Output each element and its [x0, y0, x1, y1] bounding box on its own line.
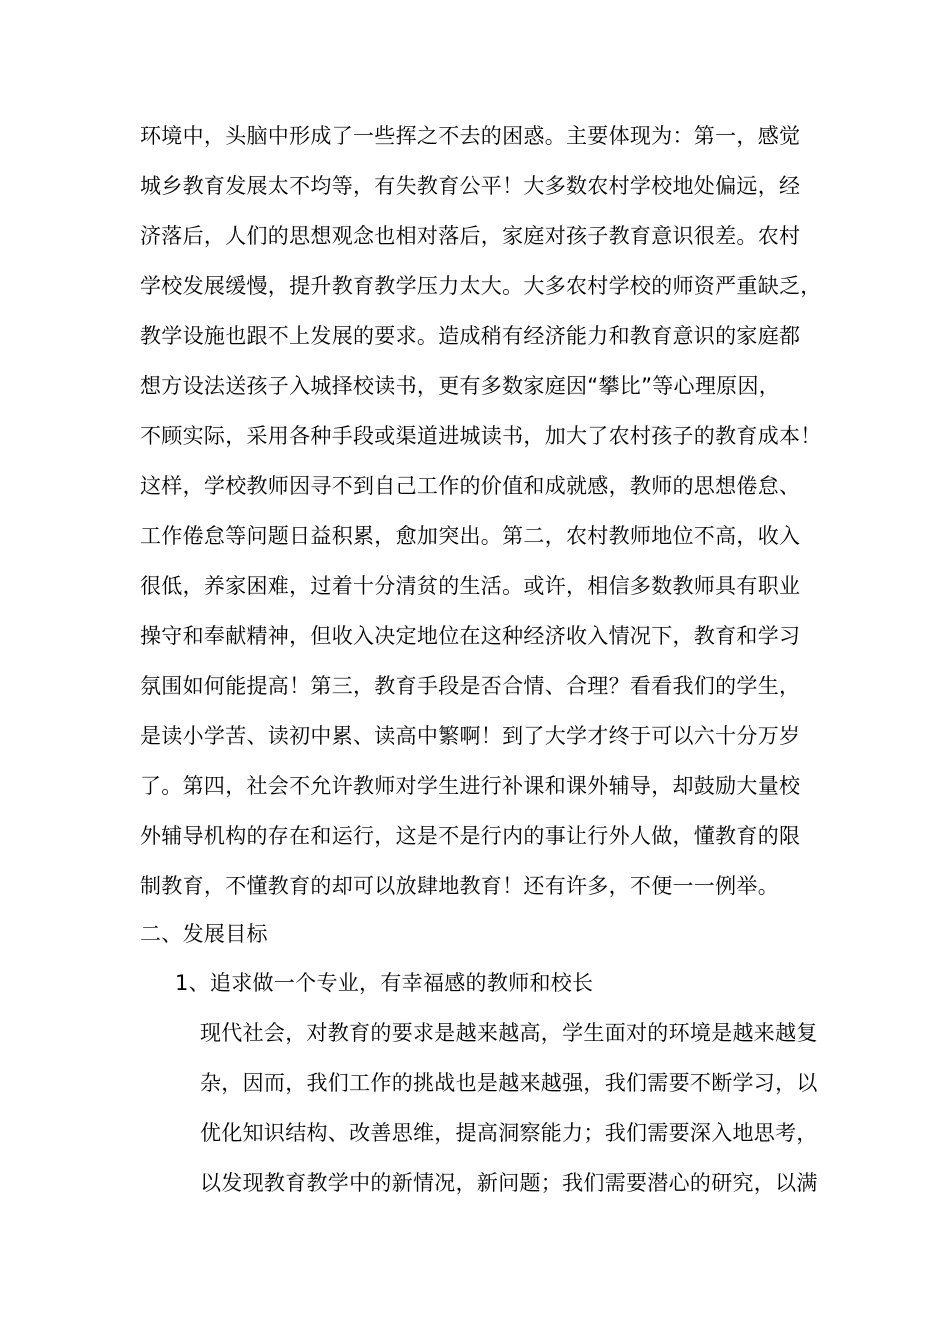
paragraph-2-line-4: 以发现教育教学中的新情况，新问题；我们需要潜心的研究，以满: [200, 1171, 818, 1195]
paragraph-1-line-4: 学校发展缓慢，提升教育教学压力太大。大多农村学校的师资严重缺乏，: [140, 274, 822, 298]
paragraph-1-line-15: 外辅导机构的存在和运行，这是不是行内的事让行外人做，懂教育的限: [140, 824, 801, 848]
paragraph-1-line-10: 很低，养家困难，过着十分清贫的生活。或许，相信多数教师具有职业: [140, 574, 801, 598]
paragraph-1-line-7: 不顾实际，采用各种手段或渠道进城读书，加大了农村孩子的教育成本！: [140, 424, 822, 448]
paragraph-1-line-11: 操守和奉献精神，但收入决定地位在这种经济收入情况下，教育和学习: [140, 624, 801, 648]
paragraph-1-line-5: 教学设施也跟不上发展的要求。造成稍有经济能力和教育意识的家庭都: [140, 324, 801, 348]
paragraph-1-line-8: 这样，学校教师因寻不到自己工作的价值和成就感，教师的思想倦怠、: [140, 474, 801, 498]
paragraph-2-line-2: 杂，因而，我们工作的挑战也是越来越强，我们需要不断学习，以: [200, 1071, 818, 1095]
paragraph-1-line-3: 济落后，人们的思想观念也相对落后，家庭对孩子教育意识很差。农村: [140, 224, 801, 248]
paragraph-1-line-2: 城乡教育发展太不均等，有失教育公平！大多数农村学校地处偏远，经: [140, 174, 801, 198]
paragraph-1-line-13: 是读小学苦、读初中累、读高中繁啊！到了大学才终于可以六十分万岁: [140, 724, 801, 748]
paragraph-1-line-1: 环境中，头脑中形成了一些挥之不去的困惑。主要体现为：第一，感觉: [140, 124, 801, 148]
paragraph-1-line-9: 工作倦怠等问题日益积累，愈加突出。第二，农村教师地位不高，收入: [140, 524, 801, 548]
paragraph-2-line-1: 现代社会，对教育的要求是越来越高，学生面对的环境是越来越复: [200, 1021, 818, 1045]
paragraph-1-line-12: 氛围如何能提高！第三，教育手段是否合情、合理？看看我们的学生，: [140, 674, 801, 698]
paragraph-2-line-3: 优化知识结构、改善思维，提高洞察能力；我们需要深入地思考，: [200, 1121, 818, 1145]
paragraph-1-line-16: 制教育，不懂教育的却可以放肆地教育！还有许多，不便一一例举。: [140, 874, 779, 898]
paragraph-1-line-6: 想方设法送孩子入城择校读书，更有多数家庭因“攀比”等心理原因，: [140, 374, 781, 398]
sub-heading: 1、追求做一个专业，有幸福感的教师和校长: [175, 971, 594, 995]
section-heading: 二、发展目标: [140, 922, 268, 946]
paragraph-1-line-14: 了。第四，社会不允许教师对学生进行补课和课外辅导，却鼓励大量校: [140, 774, 801, 798]
